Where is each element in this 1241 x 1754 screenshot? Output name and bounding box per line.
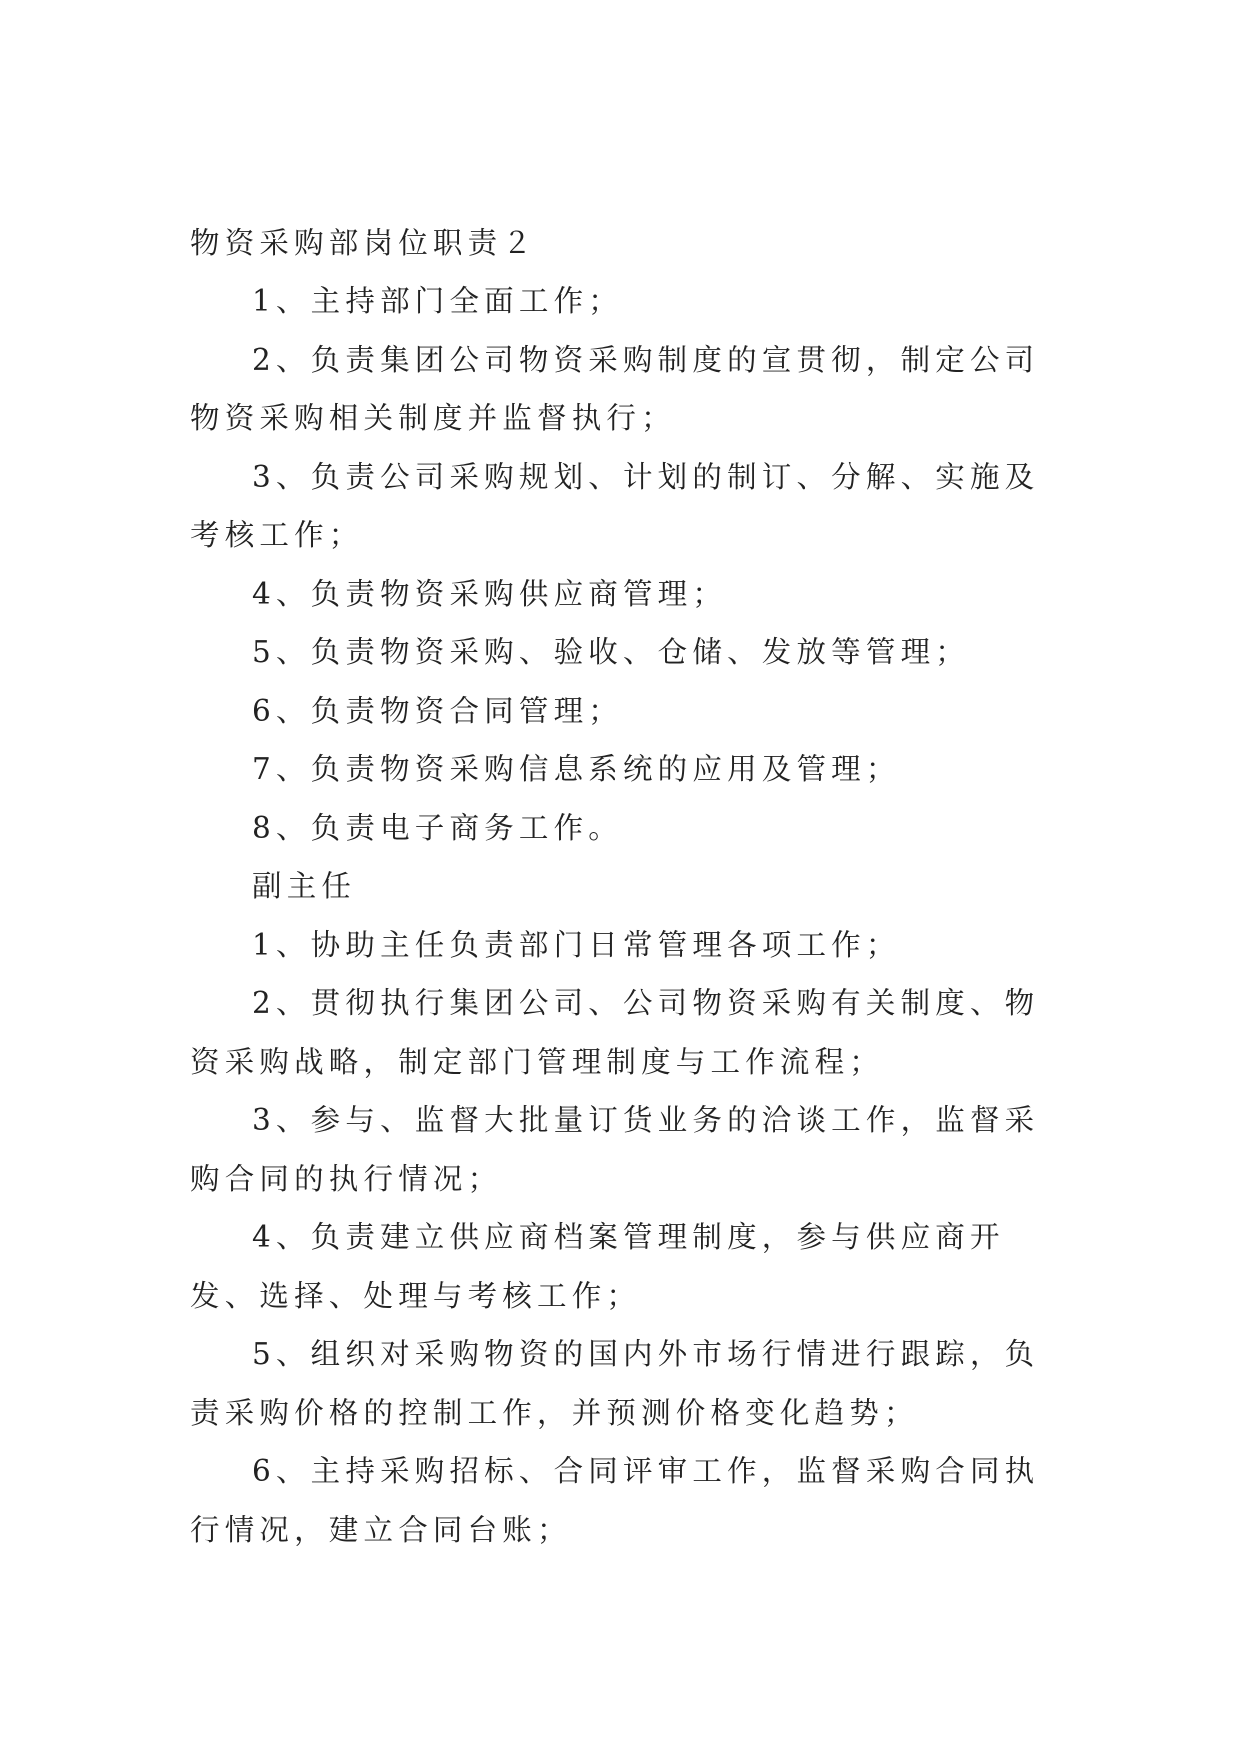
paragraph-deputy-duty-2: 2、贯彻执行集团公司、公司物资采购有关制度、物资采购战略，制定部门管理制度与工作流程； bbox=[190, 986, 1040, 1079]
paragraph-deputy-duty-3: 3、参与、监督大批量订货业务的洽谈工作，监督采购合同的执行情况； bbox=[190, 1103, 1040, 1196]
paragraph-duty-2: 2、负责集团公司物资采购制度的宣贯彻，制定公司物资采购相关制度并监督执行； bbox=[190, 342, 1040, 435]
paragraph-duty-8: 8、负责电子商务工作。 bbox=[252, 810, 623, 845]
paragraph-deputy-duty-1: 1、协助主任负责部门日常管理各项工作； bbox=[252, 927, 901, 962]
document-title: 物资采购部岗位职责２ bbox=[190, 226, 538, 260]
paragraph-duty-6: 6、负责物资合同管理； bbox=[252, 693, 623, 728]
section-heading-deputy-director: 副主任 bbox=[252, 869, 357, 903]
paragraph-duty-7: 7、负责物资采购信息系统的应用及管理； bbox=[252, 752, 901, 786]
paragraph-duty-1: 1、主持部门全面工作； bbox=[252, 284, 623, 318]
paragraph-deputy-duty-6: 6、主持采购招标、合同评审工作，监督采购合同执行情况，建立合同台账； bbox=[190, 1454, 1040, 1547]
paragraph-duty-5: 5、负责物资采购、验收、仓储、发放等管理； bbox=[252, 635, 970, 669]
paragraph-deputy-duty-5: 5、组织对采购物资的国内外市场行情进行跟踪，负责采购价格的控制工作，并预测价格变化趋势； bbox=[190, 1337, 1040, 1430]
paragraph-deputy-duty-4: 4、负责建立供应商档案管理制度，参与供应商开发、选择、处理与考核工作； bbox=[190, 1220, 1005, 1313]
paragraph-duty-4: 4、负责物资采购供应商管理； bbox=[252, 576, 728, 611]
paragraph-duty-3: 3、负责公司采购规划、计划的制订、分解、实施及考核工作； bbox=[190, 459, 1040, 552]
document-page bbox=[190, 214, 1052, 1559]
